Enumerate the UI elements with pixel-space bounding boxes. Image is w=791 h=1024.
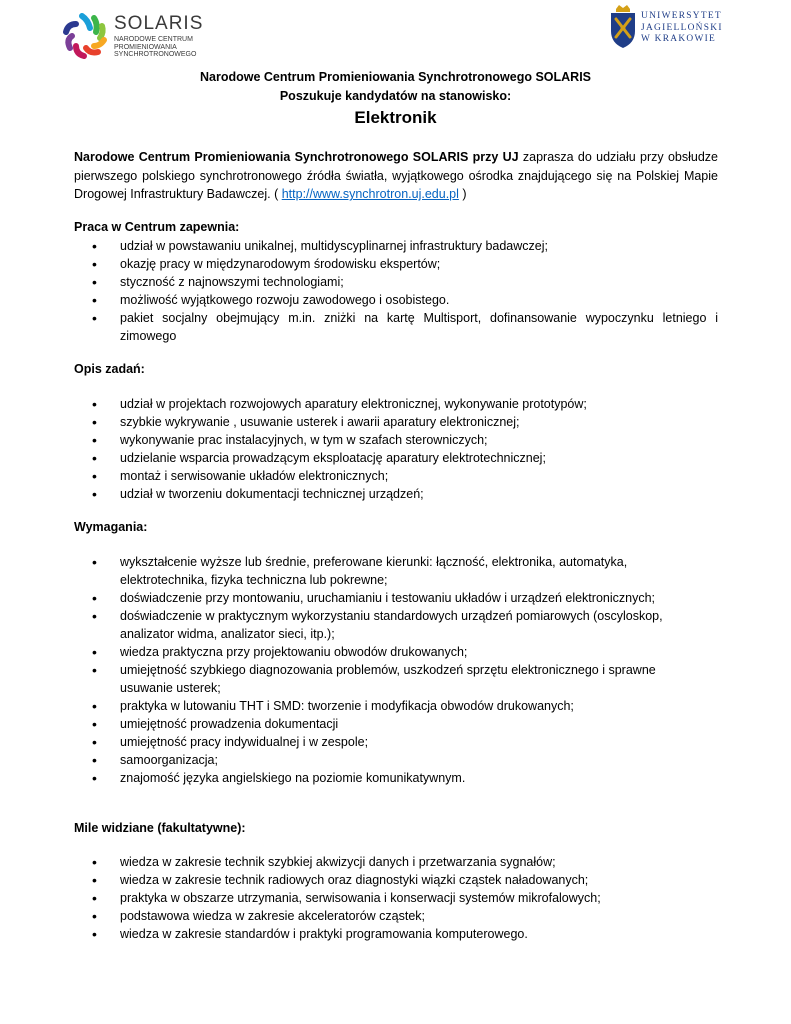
solaris-logo xyxy=(60,10,210,62)
tasks-title: Opis zadań: xyxy=(74,362,145,376)
list-item: • wiedza w zakresie technik radiowych oraz diagnostyki wiązki cząstek naładowanych; xyxy=(74,871,718,889)
list-item: • samoorganizacja; xyxy=(74,751,694,769)
requirements-list xyxy=(74,553,694,787)
uj-logo xyxy=(609,5,729,53)
list-item: • podstawowa wiedza w zakresie akceleratorów cząstek; xyxy=(74,907,718,925)
list-item: • wiedza w zakresie standardów i praktyki programowania komputerowego. xyxy=(74,925,718,943)
list-item: • wiedza w zakresie technik szybkiej akwizycji danych i przetwarzania sygnałów; xyxy=(74,853,718,871)
intro-bold: Narodowe Centrum Promieniowania Synchrotronowego SOLARIS przy UJ xyxy=(74,150,519,164)
list-item: • umiejętność prowadzenia dokumentacji xyxy=(74,715,694,733)
list-item: • okazję pracy w międzynarodowym środowisku ekspertów; xyxy=(74,255,718,273)
list-item: • doświadczenie w praktycznym wykorzystaniu standardowych urządzeń pomiarowych (oscyloskop, analizator widma, analizator sieci, itp.); xyxy=(74,607,694,643)
list-item: • znajomość języka angielskiego na poziomie komunikatywnym. xyxy=(74,769,694,787)
list-item: • wykształcenie wyższe lub średnie, preferowane kierunki: łączność, elektronika, automatyka, elektrotechnika, fizyka techniczna lub pokrewne; xyxy=(74,553,694,589)
subtitle-heading: Poszukuje kandydatów na stanowisko: xyxy=(279,89,512,103)
list-item: • udzielanie wsparcia prowadzącym eksploatację aparatury elektrotechnicznej; xyxy=(74,449,718,467)
intro-paragraph xyxy=(74,148,718,204)
list-item: • praktyka w obszarze utrzymania, serwisowania i konserwacji systemów mikrofalowych; xyxy=(74,889,718,907)
list-item: • możliwość wyjątkowego rozwoju zawodowego i osobistego. xyxy=(74,291,718,309)
tasks-list xyxy=(74,395,718,503)
uj-wordmark: UNIWERSYTET JAGIELLOŃSKI W KRAKOWIE xyxy=(641,11,723,44)
intro-tail: ) xyxy=(458,187,467,202)
offer-list xyxy=(74,237,718,345)
list-item: • styczność z najnowszymi technologiami; xyxy=(74,273,718,291)
list-item: • wiedza praktyczna przy projektowaniu obwodów drukowanych; xyxy=(74,643,694,661)
list-item: • pakiet socjalny obejmujący m.in. zniżki na kartę Multisport, dofinansowanie wypoczynku letniego i zimowego xyxy=(74,309,718,345)
list-item: • doświadczenie przy montowaniu, uruchamianiu i testowaniu układów i urządzeń elektronicznych; xyxy=(74,589,694,607)
requirements-title: Wymagania: xyxy=(74,520,148,534)
optional-list xyxy=(74,853,718,943)
optional-title: Mile widziane (fakultatywne): xyxy=(74,821,246,835)
list-item: • praktyka w lutowaniu THT i SMD: tworzenie i modyfikacja obwodów drukowanych; xyxy=(74,697,694,715)
list-item: • umiejętność pracy indywidualnej i w zespole; xyxy=(74,733,694,751)
synchrotron-link[interactable]: http://www.synchrotron.uj.edu.pl xyxy=(281,187,459,202)
list-item: • montaż i serwisowanie układów elektronicznych; xyxy=(74,467,718,485)
solaris-sun-icon xyxy=(60,10,112,62)
uj-crest-icon xyxy=(609,5,637,49)
solaris-subtitle: NARODOWE CENTRUM PROMIENIOWANIA SYNCHROTRONOWEGO xyxy=(114,36,197,58)
solaris-wordmark: SOLARIS xyxy=(114,13,204,34)
list-item: • udział w powstawaniu unikalnej, multidyscyplinarnej infrastruktury badawczej; xyxy=(74,237,718,255)
list-item: • udział w projektach rozwojowych aparatury elektronicznej, wykonywanie prototypów; xyxy=(74,395,718,413)
position-title: Elektronik xyxy=(354,108,437,127)
list-item: • wykonywanie prac instalacyjnych, w tym w szafach sterowniczych; xyxy=(74,431,718,449)
list-item: • udział w tworzeniu dokumentacji technicznej urządzeń; xyxy=(74,485,718,503)
offer-title: Praca w Centrum zapewnia: xyxy=(74,220,240,234)
list-item: • szybkie wykrywanie , usuwanie usterek i awarii aparatury elektronicznej; xyxy=(74,413,718,431)
organization-heading: Narodowe Centrum Promieniowania Synchrotronowego SOLARIS xyxy=(199,70,591,84)
intro-text: zaprasza do udziału przy obsłudze pierwszego polskiego synchrotronowego źródła światła, wyjątkowego ośrodka znajdującego się na Polskiej Mapie Drogowej Infrastruktury Badawczej. ( xyxy=(74,150,718,202)
list-item: • umiejętność szybkiego diagnozowania problemów, uszkodzeń sprzętu elektronicznego i sprawne usuwanie usterek; xyxy=(74,661,694,697)
